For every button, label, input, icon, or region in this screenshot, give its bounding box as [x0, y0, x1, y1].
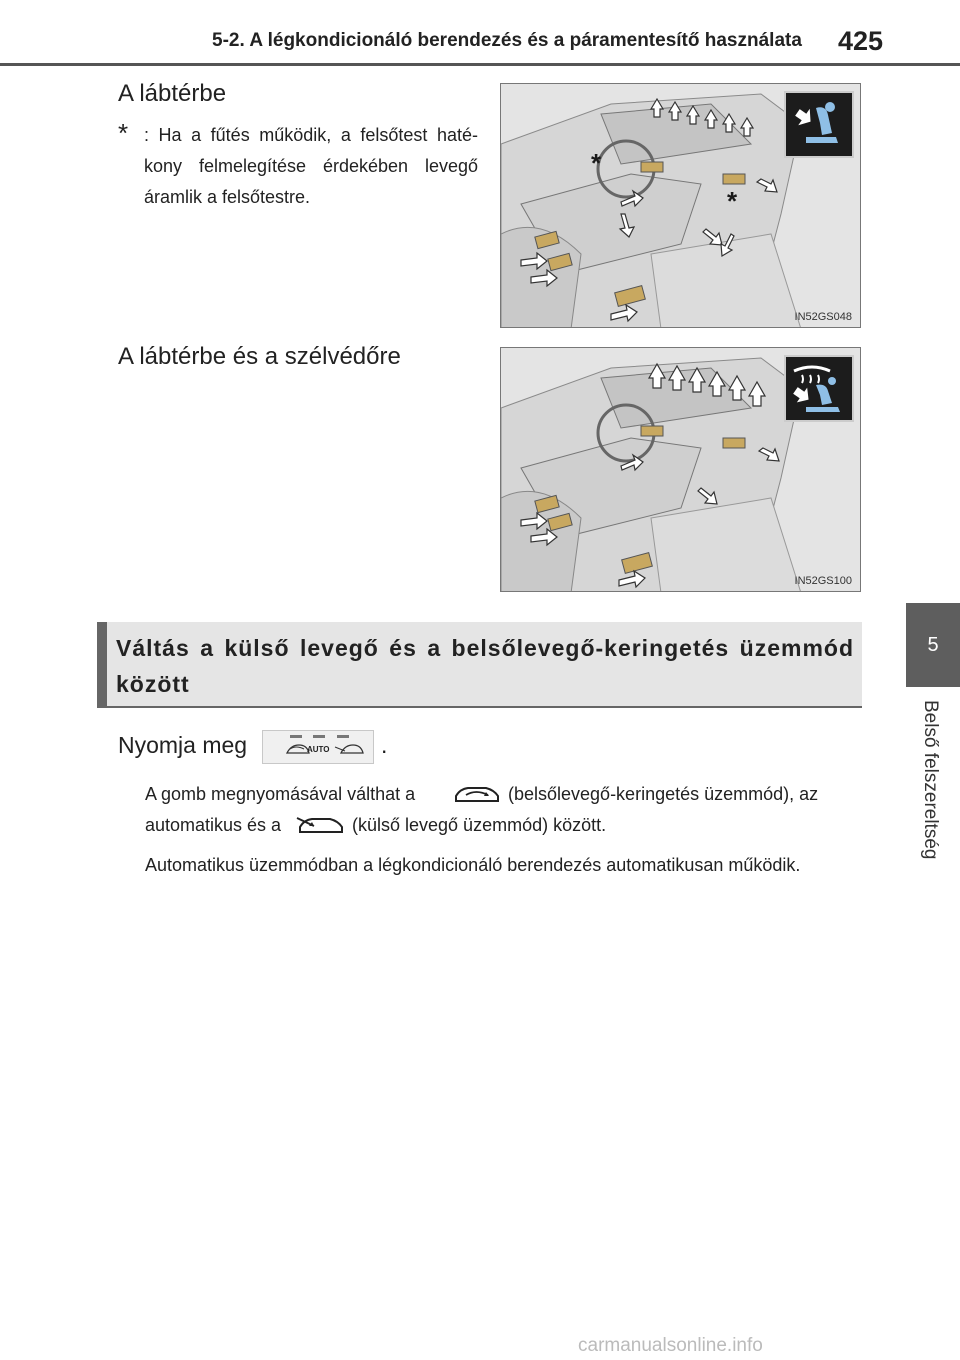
section-title: Váltás a külső levegő és a belsőlevegő-keringetés üzemmód között [116, 635, 854, 697]
para-line1-b: (belsőlevegő-keringetés üzemmód), az [508, 784, 819, 804]
para-line2-b: (külső levegő üzemmód) között. [352, 815, 607, 835]
image-code: IN52GS100 [794, 575, 852, 587]
foot-mode-illustration [500, 83, 861, 328]
foot-mode-heading: A lábtérbe [118, 80, 227, 107]
section-accent-bar [97, 622, 107, 706]
image-code: IN52GS048 [794, 311, 852, 323]
seat-foot-defrost-icon [784, 355, 854, 422]
outside-air-car-icon [296, 812, 346, 843]
chapter-tab [906, 603, 960, 687]
seat-foot-airflow-icon [784, 91, 854, 158]
page-header-title: 5-2. A légkondicionáló berendezés és a páramentesítő használata [212, 30, 802, 51]
note-text: : Ha a fűtés működik, a felsőtest haté-kony felmelegítése érdekében levegő áramlik a felsőtestre. [144, 125, 478, 207]
foot-windshield-heading: A lábtérbe és a szélvédőre [118, 343, 401, 370]
button-auto-label: AUTO [307, 745, 330, 754]
chapter-label [900, 700, 960, 880]
recirculation-car-icon [452, 781, 502, 812]
page-number: 425 [838, 26, 884, 56]
upper-body-marker-2: * [727, 186, 738, 216]
foot-mode-note [118, 120, 478, 213]
press-period: . [381, 732, 388, 758]
para-line2-a: automatikus és a [145, 815, 282, 835]
para-line3: Automatikus üzemmódban a légkondicionáló berendezés automatikusan működik. [145, 855, 801, 875]
chapter-label-text: Belső felszereltség [920, 700, 941, 860]
upper-body-marker-1: * [591, 148, 602, 178]
air-intake-button-image [262, 730, 374, 764]
note-asterisk: * [118, 118, 129, 148]
press-instruction: Nyomja meg [118, 732, 248, 758]
chapter-number: 5 [927, 633, 939, 656]
foot-windshield-illustration [500, 347, 861, 592]
header-rule [0, 63, 960, 66]
section-heading [97, 622, 862, 708]
para-line1-a: A gomb megnyomásával válthat a [145, 784, 416, 804]
watermark: carmanualsonline.info [578, 1335, 763, 1356]
